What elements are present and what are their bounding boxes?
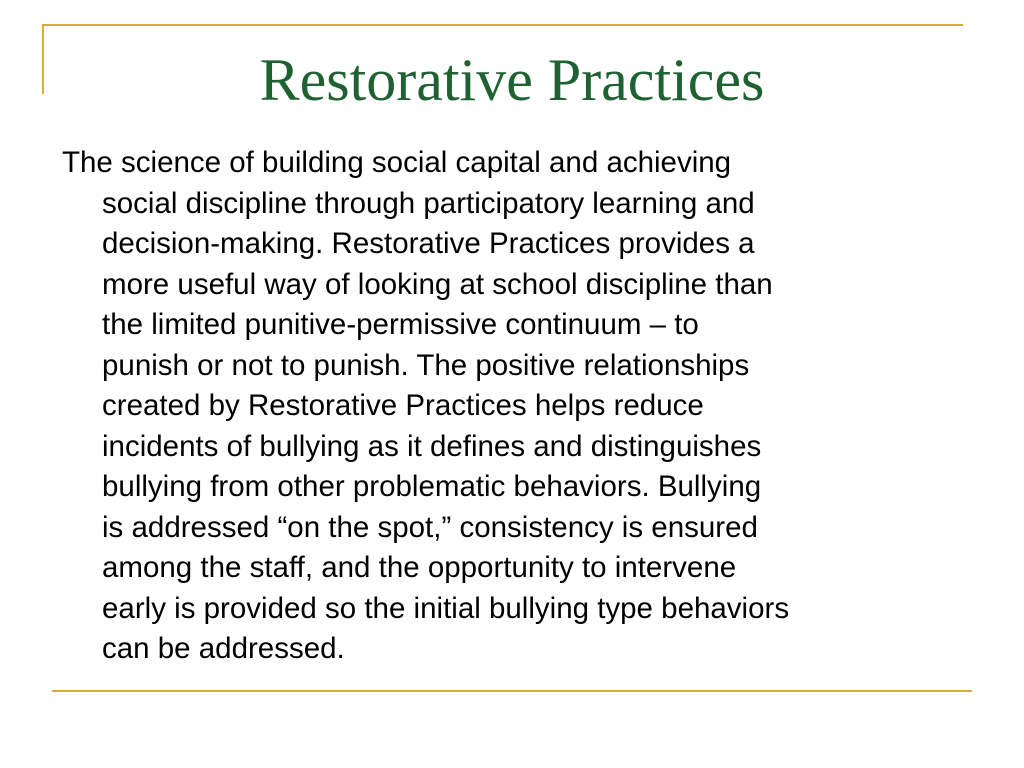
frame-left-rule bbox=[42, 24, 44, 94]
frame-top-rule bbox=[42, 24, 963, 26]
slide-body-text: The science of building social capital and achieving social discipline through participatory learning and decision-making. Restorative Practices provides a more useful way of looking at school discipline than the limited punitive-permissive continuum – to punish or not to punish. The positive relationships created by Restorative Practices helps reduce incidents of bullying as it defines and distinguishes bullying from other problematic behaviors. Bullying is addressed “on the spot,” consistency is ensured among the staff, and the opportunity to intervene early is provided so the initial bullying type behaviors can be addressed. bbox=[62, 146, 790, 665]
frame-bottom-rule bbox=[52, 690, 972, 692]
slide-title: Restorative Practices bbox=[259, 47, 765, 113]
